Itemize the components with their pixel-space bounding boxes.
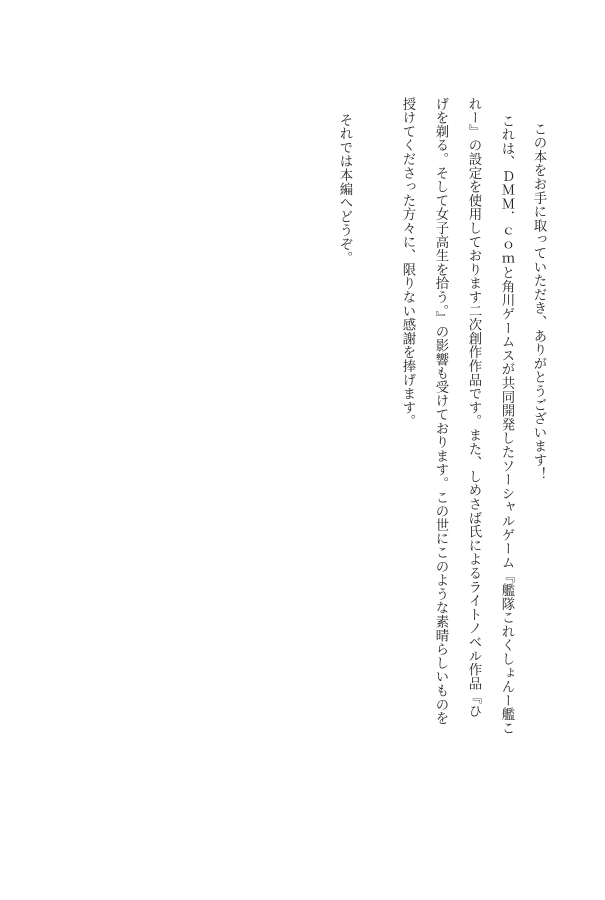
- text-line-source-game: これは、ＤＭＭ．ｃｏｍと角川ゲームスが共同開発したソーシャルゲーム『艦隊これくしょんー艦こ: [499, 114, 514, 735]
- text-line-influence: げを剃る。そして女子高生を拾う。』の影響も受けております。この世にこのような素晴らしいものを: [433, 97, 448, 726]
- text-line-derivative-notice: れー』の設定を使用しております二次創作作品です。また、しめさば氏によるライトノベル作品『ひ: [466, 97, 481, 718]
- text-line-thanks: 授けてくださった方々に、限りない感謝を捧げます。: [400, 97, 415, 429]
- text-line-greeting: この本をお手に取っていただき、ありがとうございます！: [531, 122, 546, 481]
- text-line-closing: それでは本編へどうぞ。: [337, 113, 352, 265]
